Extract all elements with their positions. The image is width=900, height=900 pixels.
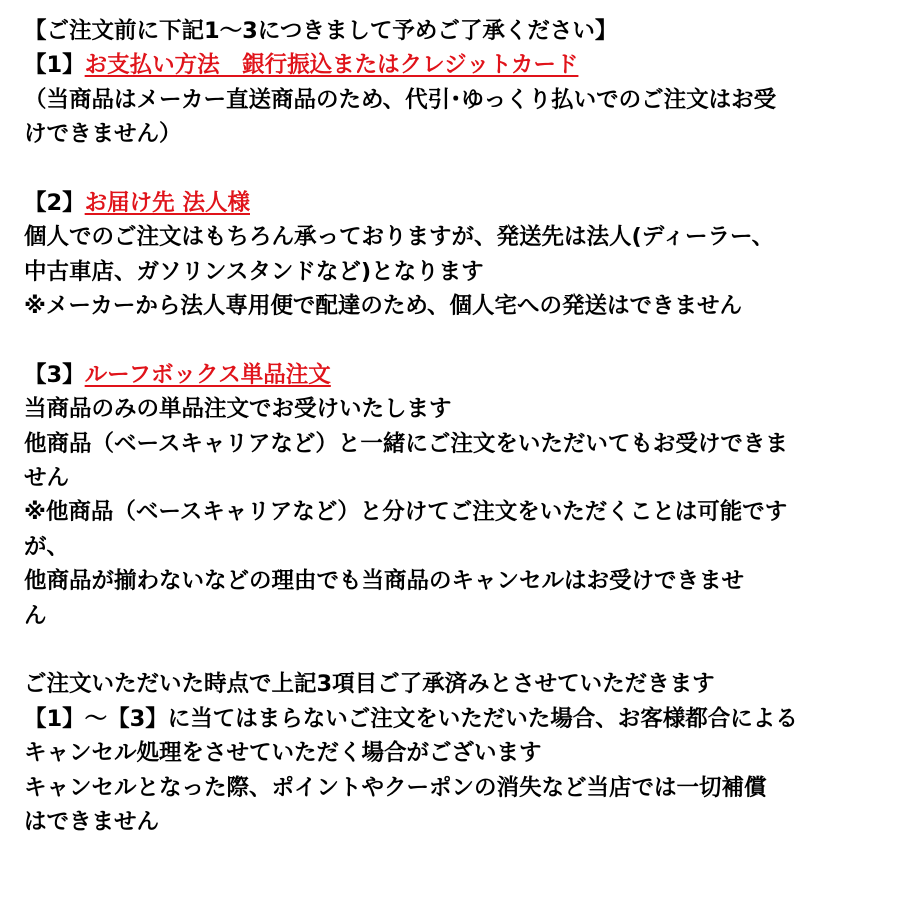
section-1-header <box>24 48 884 82</box>
section-3-body-line: せん <box>24 465 70 492</box>
section-3-body-line: 当商品のみの単品注文でお受けいたします <box>24 396 452 423</box>
section-3-body-line: 他商品（ベースキャリアなど）と一緒にご注文をいただいてもお受けできま <box>24 430 788 457</box>
section-2-body-line: 個人でのご注文はもちろん承っておりますが、発送先は法人(ディーラー、 <box>24 224 775 251</box>
section-2-header <box>24 186 884 220</box>
closing-line: はできません <box>24 808 160 835</box>
spacer <box>24 152 884 186</box>
spacer <box>24 324 884 358</box>
section-2-body-line: 中古車店、ガソリンスタンドなど)となります <box>24 258 484 285</box>
section-1-body-line: （当商品はメーカー直送商品のため、代引･ゆっくり払いでのご注文はお受 <box>24 86 777 113</box>
section-2-heading: お届け先 法人様 <box>84 189 250 216</box>
section-2-body-line: ※メーカーから法人専用便で配達のため、個人宅への発送はできません <box>24 293 743 320</box>
section-3-body-line: ん <box>24 602 47 629</box>
section-3-label: 【3】 <box>24 361 85 388</box>
section-3-heading: ルーフボックス単品注文 <box>84 361 331 388</box>
section-3-body-line: 他商品が揃わないなどの理由でも当商品のキャンセルはお受けできませ <box>24 568 745 595</box>
section-3-body-line: が、 <box>24 533 70 560</box>
order-notice <box>24 14 884 839</box>
section-1-body-line: けできません） <box>24 121 182 148</box>
section-1-label: 【1】 <box>24 52 85 79</box>
closing-line: キャンセル処理をさせていただく場合がございます <box>24 740 542 767</box>
closing-line: 【1】～【3】に当てはまらないご注文をいただいた場合、お客様都合による <box>24 705 798 732</box>
closing-line: ご注文いただいた時点で上記3項目ご了承済みとさせていただきます <box>24 671 715 698</box>
section-3-header <box>24 358 884 392</box>
section-3-body-line: ※他商品（ベースキャリアなど）と分けてご注文をいただくことは可能です <box>24 499 788 526</box>
section-2-label: 【2】 <box>24 189 85 216</box>
notice-intro: 【ご注文前に下記1～3につきまして予めご了承ください】 <box>24 18 618 44</box>
spacer <box>24 633 884 667</box>
closing-line: キャンセルとなった際、ポイントやクーポンの消失など当店では一切補償 <box>24 774 767 801</box>
section-1-heading: お支払い方法 銀行振込またはクレジットカード <box>84 52 579 79</box>
